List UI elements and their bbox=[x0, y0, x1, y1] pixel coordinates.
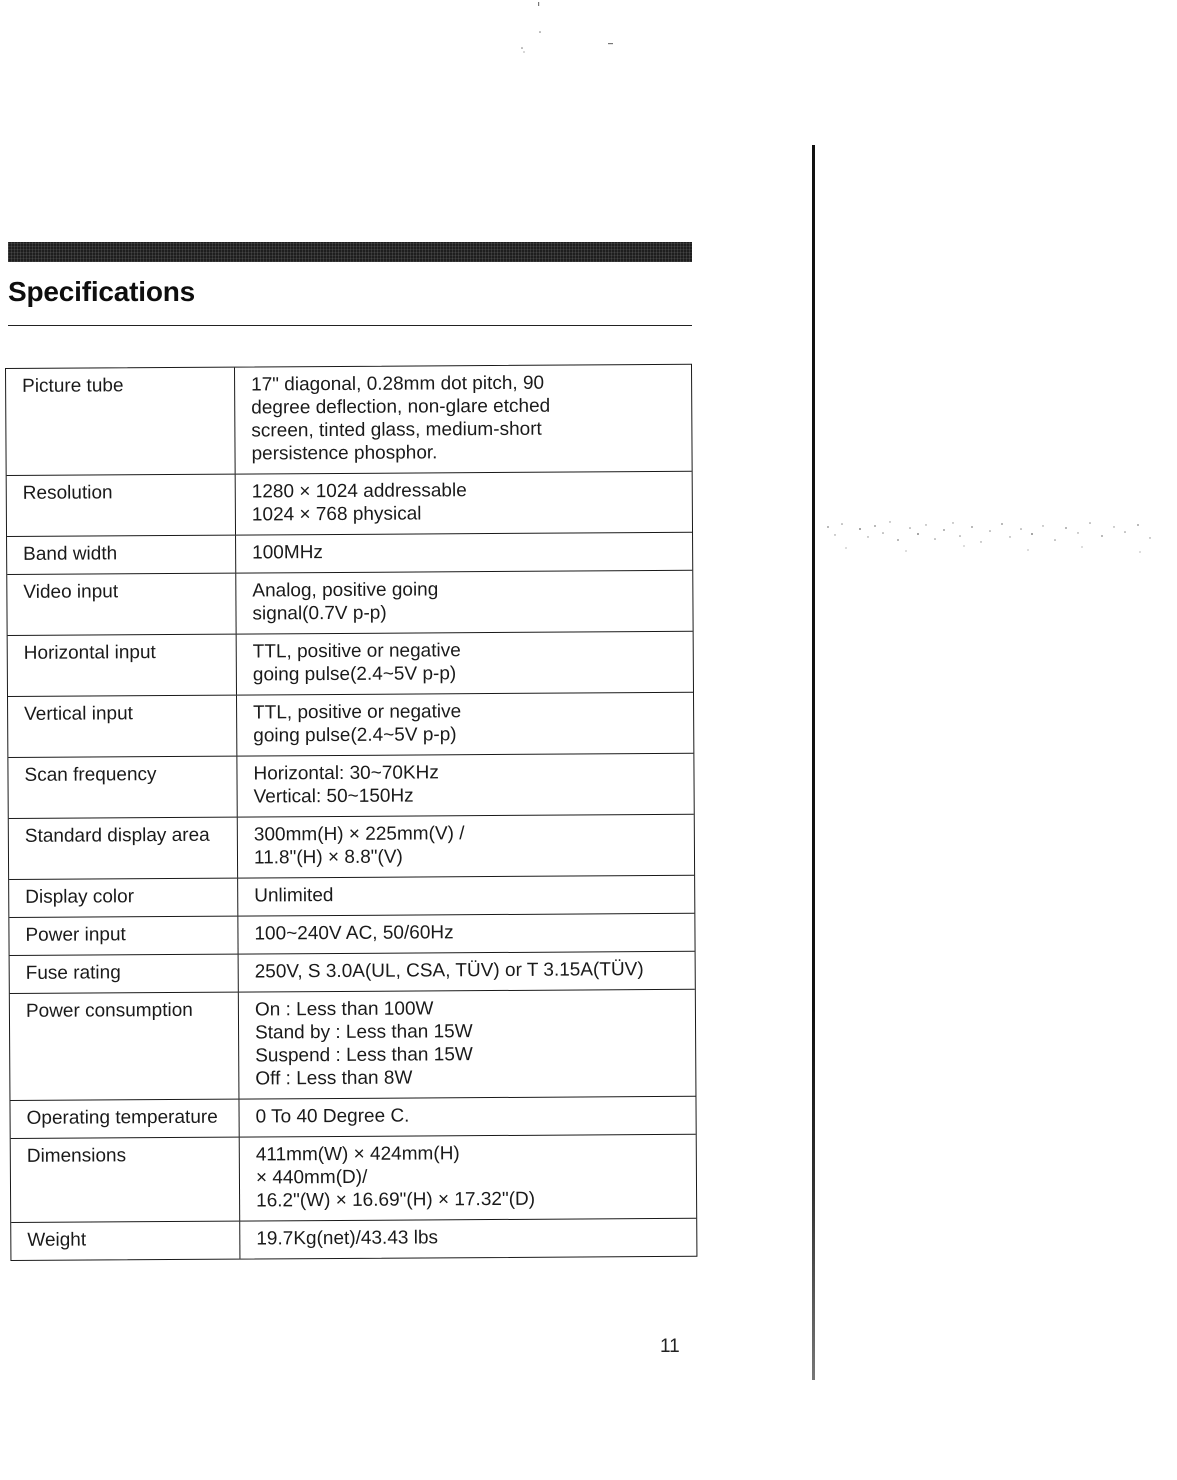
spec-label: Scan frequency bbox=[8, 757, 237, 818]
table-row bbox=[7, 533, 692, 575]
spec-value: Unlimited bbox=[254, 885, 334, 907]
spec-value: 411mm(W) × 424mm(H) × 440mm(D)/ 16.2"(W) × 16.69"(H) × 17.32"(D) bbox=[255, 1143, 536, 1212]
spec-value: 19.7Kg(net)/43.43 lbs bbox=[256, 1227, 439, 1250]
spec-value: 1280 × 1024 addressable 1024 × 768 physical bbox=[251, 480, 467, 526]
table-row bbox=[11, 1219, 696, 1260]
spec-value: 0 To 40 Degree C. bbox=[255, 1105, 410, 1128]
scan-noise bbox=[820, 515, 1165, 565]
spec-value: 100~240V AC, 50/60Hz bbox=[254, 922, 454, 945]
table-row bbox=[6, 365, 692, 476]
page-title: Specifications bbox=[8, 276, 196, 307]
spec-label: Fuse rating bbox=[10, 955, 239, 993]
spec-label: Operating temperature bbox=[10, 1100, 239, 1138]
title-underline bbox=[8, 325, 692, 326]
table-row bbox=[7, 472, 692, 537]
table-row bbox=[11, 1135, 697, 1223]
spec-label: Weight bbox=[11, 1222, 240, 1260]
table-row bbox=[9, 876, 694, 918]
spec-label: Dimensions bbox=[11, 1138, 241, 1222]
table-row bbox=[10, 1097, 695, 1139]
spec-value: Analog, positive going signal(0.7V p-p) bbox=[252, 579, 439, 625]
spec-label: Power consumption bbox=[10, 993, 240, 1100]
section-header-bar bbox=[8, 242, 692, 262]
spec-value: 250V, S 3.0A(UL, CSA, TÜV) or T 3.15A(TÜV) bbox=[254, 959, 644, 983]
table-row bbox=[9, 815, 694, 880]
spec-value: 100MHz bbox=[252, 542, 323, 564]
spec-label: Picture tube bbox=[6, 368, 236, 475]
binding-edge-line bbox=[812, 145, 815, 1380]
specifications-table bbox=[5, 364, 697, 1261]
table-row bbox=[9, 914, 694, 956]
spec-value: TTL, positive or negative going pulse(2.4~5V p-p) bbox=[252, 640, 461, 686]
spec-label: Vertical input bbox=[8, 696, 237, 757]
table-row bbox=[8, 754, 693, 819]
scan-noise-top bbox=[500, 0, 630, 60]
table-row bbox=[10, 952, 695, 994]
table-row bbox=[7, 571, 692, 636]
spec-value: Horizontal: 30~70KHz Vertical: 50~150Hz bbox=[253, 762, 439, 808]
spec-label: Display color bbox=[9, 879, 238, 917]
spec-value: On : Less than 100W Stand by : Less than 15W Suspend : Less than 15W Off : Less than 8W bbox=[254, 998, 473, 1090]
spec-label: Band width bbox=[7, 536, 236, 574]
spec-label: Power input bbox=[9, 917, 238, 955]
table-row bbox=[10, 990, 696, 1101]
page-number: 11 bbox=[660, 1336, 680, 1357]
spec-label: Horizontal input bbox=[8, 635, 237, 696]
spec-value: 300mm(H) × 225mm(V) / 11.8"(H) × 8.8"(V) bbox=[253, 823, 465, 869]
spec-label: Resolution bbox=[7, 475, 236, 536]
spec-value: 17" diagonal, 0.28mm dot pitch, 90 degree deflection, non-glare etched screen, tinted glass, medium-short persistence phosphor. bbox=[251, 372, 551, 465]
table-row bbox=[8, 632, 693, 697]
spec-value: TTL, positive or negative going pulse(2.4~5V p-p) bbox=[253, 701, 462, 747]
spec-label: Standard display area bbox=[9, 818, 238, 879]
spec-label: Video input bbox=[7, 574, 236, 635]
table-row bbox=[8, 693, 693, 758]
